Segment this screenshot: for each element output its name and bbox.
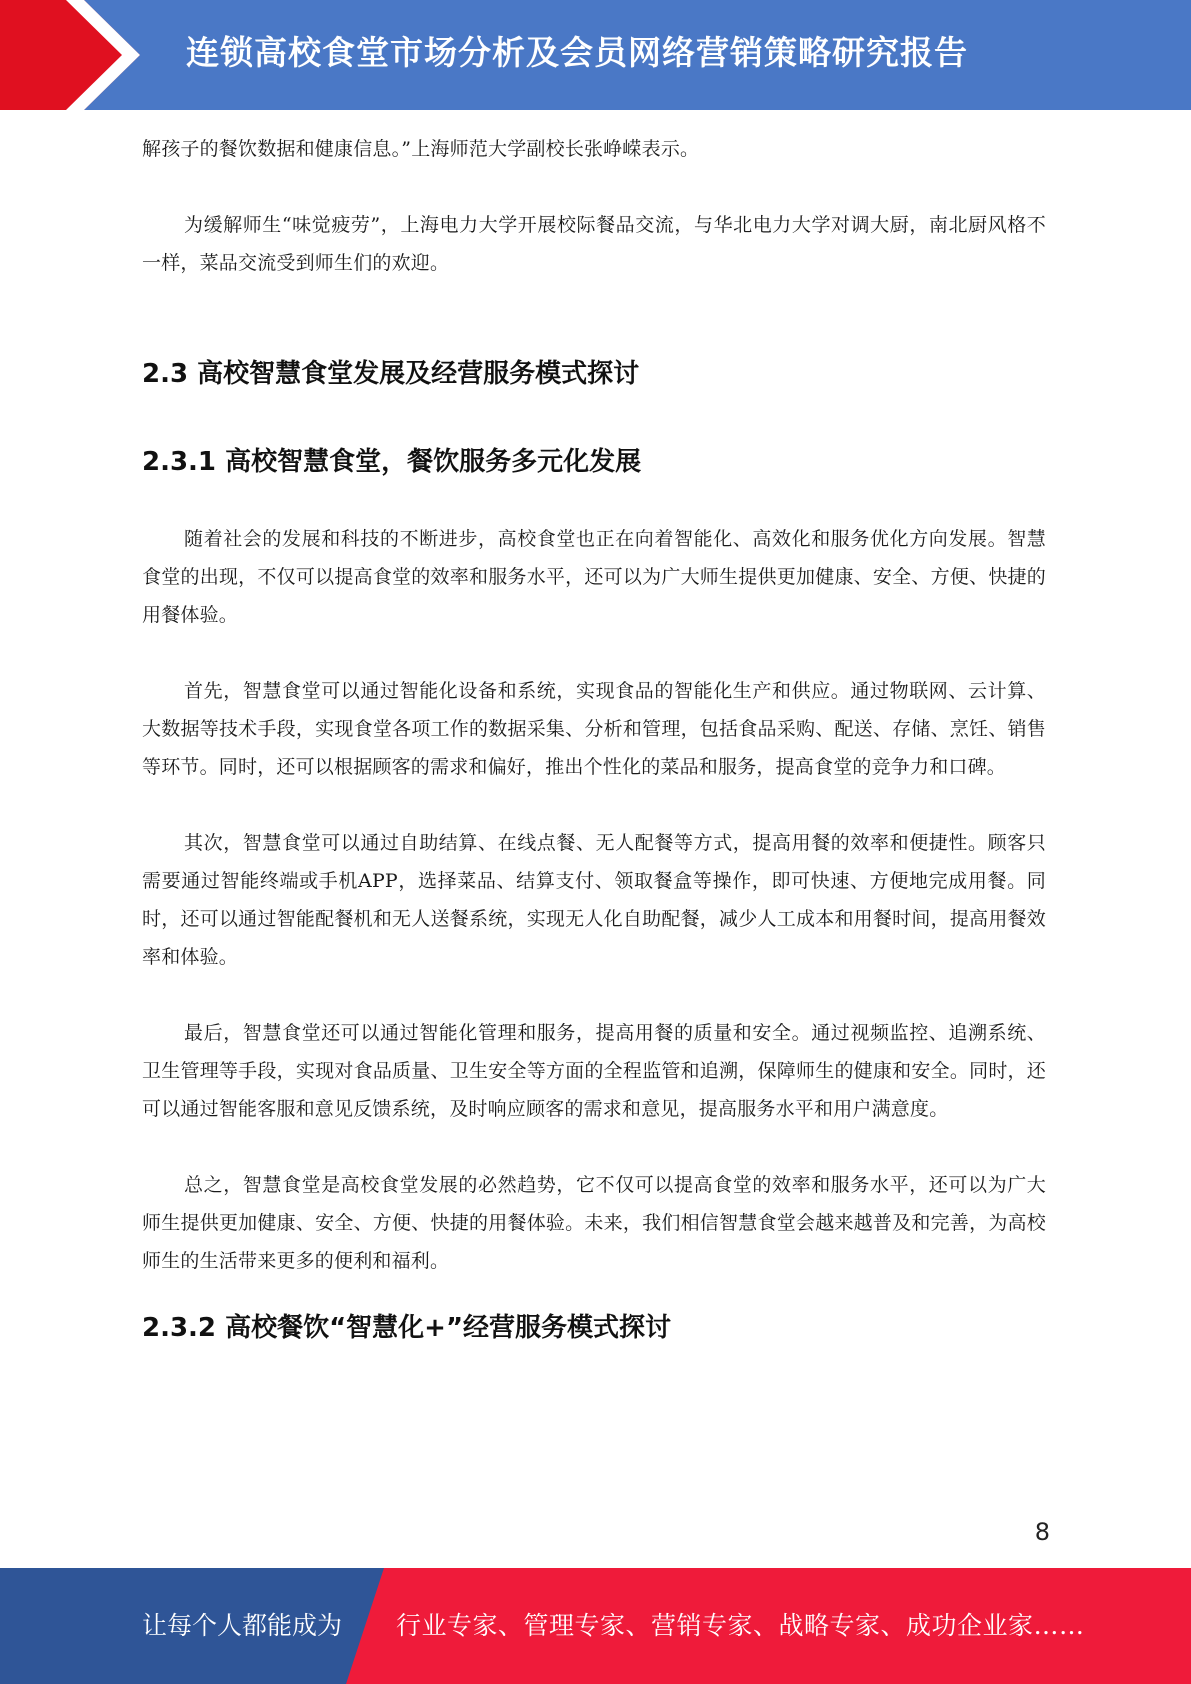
paragraph-flavor-exchange: 为缓解师生“味觉疲劳”，上海电力大学开展校际餐品交流，与华北电力大学对调大厨，南北厨风格不一样，菜品交流受到师生们的欢迎。 [142, 214, 1046, 274]
section-heading-2-3-1: 2.3.1 高校智慧食堂，餐饮服务多元化发展 [142, 447, 642, 477]
paragraph-second: 其次，智慧食堂可以通过自助结算、在线点餐、无人配餐等方式，提高用餐的效率和便捷性。顾客只需要通过智能终端或手机APP，选择菜品、结算支付、领取餐盒等操作，即可快速、方便地完成用餐。同时，还可以通过智能配餐机和无人送餐系统，实现无人化自助配餐，减少人工成本和用餐时间，提高用餐效率和体验。 [142, 832, 1046, 968]
footer-slogan-left: 让每个人都能成为 [142, 1611, 343, 1640]
header-arrow-decoration [0, 0, 160, 110]
page-header [0, 0, 1191, 110]
page-number: 8 [1034, 1518, 1050, 1546]
document-title: 连锁高校食堂市场分析及会员网络营销策略研究报告 [186, 33, 968, 72]
paragraph-continuation: 解孩子的餐饮数据和健康信息。”上海师范大学副校长张峥嵘表示。 [142, 138, 700, 160]
paragraph-conclusion: 总之，智慧食堂是高校食堂发展的必然趋势，它不仅可以提高食堂的效率和服务水平，还可以为广大师生提供更加健康、安全、方便、快捷的用餐体验。未来，我们相信智慧食堂会越来越普及和完善，为高校师生的生活带来更多的便利和福利。 [142, 1174, 1046, 1272]
paragraph-finally: 最后，智慧食堂还可以通过智能化管理和服务，提高用餐的质量和安全。通过视频监控、追溯系统、卫生管理等手段，实现对食品质量、卫生安全等方面的全程监管和追溯，保障师生的健康和安全。同时，还可以通过智能客服和意见反馈系统，及时响应顾客的需求和意见，提高服务水平和用户满意度。 [142, 1022, 1046, 1120]
paragraph-intro-smart-canteen: 随着社会的发展和科技的不断进步，高校食堂也正在向着智能化、高效化和服务优化方向发展。智慧食堂的出现，不仅可以提高食堂的效率和服务水平，还可以为广大师生提供更加健康、安全、方便、快捷的用餐体验。 [142, 528, 1046, 626]
document-body [142, 130, 1046, 1348]
section-heading-2-3: 2.3 高校智慧食堂发展及经营服务模式探讨 [142, 359, 640, 389]
page-footer [0, 1568, 1191, 1684]
footer-slogan-right: 行业专家、管理专家、营销专家、战略专家、成功企业家…… [396, 1611, 1085, 1640]
section-heading-2-3-2: 2.3.2 高校餐饮“智慧化+”经营服务模式探讨 [142, 1313, 672, 1343]
paragraph-first: 首先，智慧食堂可以通过智能化设备和系统，实现食品的智能化生产和供应。通过物联网、云计算、大数据等技术手段，实现食堂各项工作的数据采集、分析和管理，包括食品采购、配送、存储、烹饪、销售等环节。同时，还可以根据顾客的需求和偏好，推出个性化的菜品和服务，提高食堂的竞争力和口碑。 [142, 680, 1046, 778]
